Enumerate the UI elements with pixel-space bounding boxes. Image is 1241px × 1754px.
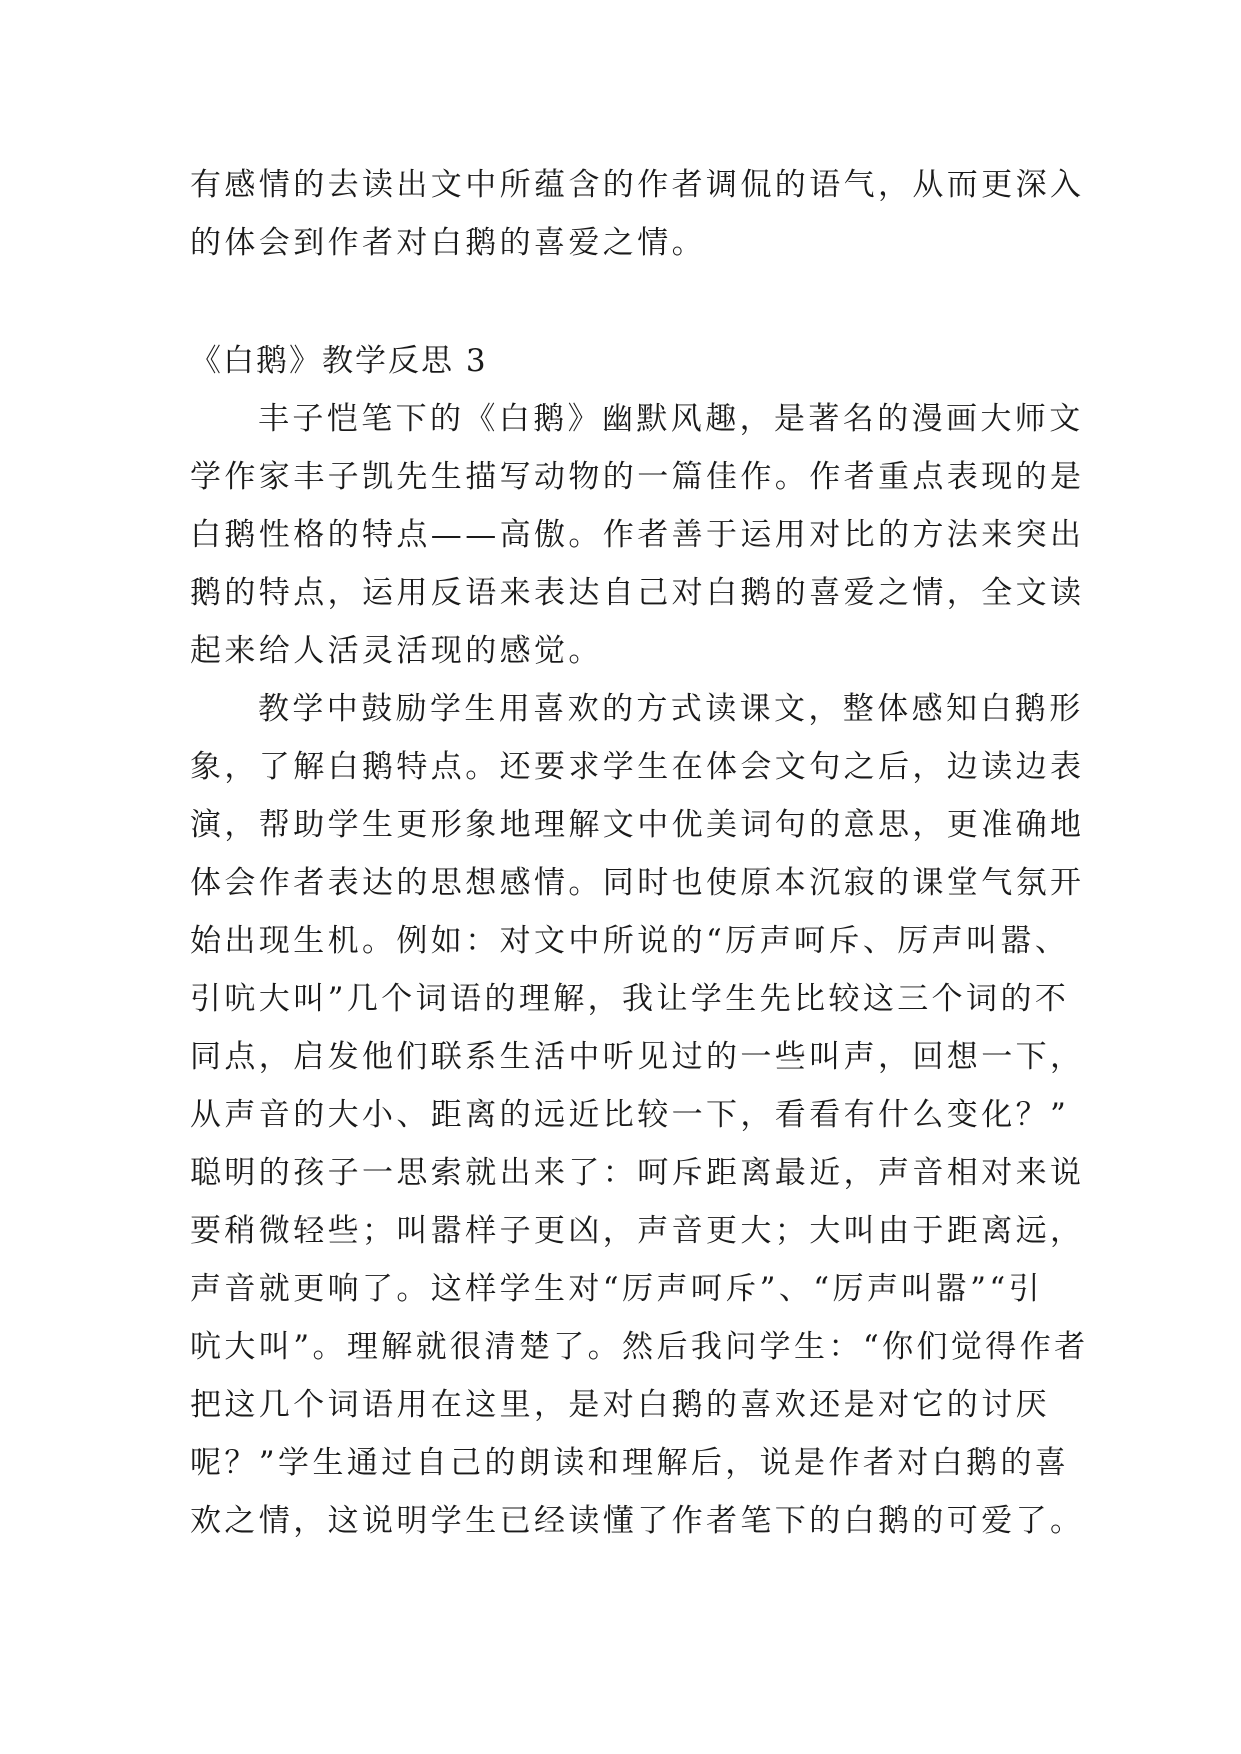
text-line: 聪明的孩子一思索就出来了：呵斥距离最近，声音相对来说 bbox=[190, 1155, 1085, 1191]
text-line: 吭大叫”。理解就很清楚了。然后我问学生：“你们觉得作者 bbox=[190, 1329, 1089, 1365]
text-line: 欢之情，这说明学生已经读懂了作者笔下的白鹅的可爱了。 bbox=[190, 1503, 1085, 1539]
text-line: 起来给人活灵活现的感觉。 bbox=[190, 633, 603, 669]
text-line: 声音就更响了。这样学生对“厉声呵斥”、“厉声叫嚣”“引 bbox=[190, 1271, 1044, 1307]
text-line: 始出现生机。例如：对文中所说的“厉声呵斥、厉声叫嚣、 bbox=[190, 923, 1070, 959]
text-line: 引吭大叫”几个词语的理解，我让学生先比较这三个词的不 bbox=[190, 981, 1070, 1017]
text-line: 把这几个词语用在这里，是对白鹅的喜欢还是对它的讨厌 bbox=[190, 1387, 1050, 1423]
text-line: 从声音的大小、距离的远近比较一下，看看有什么变化？” bbox=[190, 1097, 1070, 1133]
text-line: 丰子恺笔下的《白鹅》幽默风趣，是著名的漫画大师文 bbox=[258, 401, 1084, 437]
text-line: 教学中鼓励学生用喜欢的方式读课文，整体感知白鹅形 bbox=[258, 691, 1084, 727]
text-line: 同点，启发他们联系生活中听见过的一些叫声，回想一下， bbox=[190, 1039, 1085, 1075]
text-line: 象，了解白鹅特点。还要求学生在体会文句之后，边读边表 bbox=[190, 749, 1085, 785]
paragraph-1 bbox=[190, 390, 1085, 680]
text-line: 要稍微轻些；叫嚣样子更凶，声音更大；大叫由于距离远， bbox=[190, 1213, 1085, 1249]
section-heading bbox=[190, 332, 1070, 390]
text-line: 体会作者表达的思想感情。同时也使原本沉寂的课堂气氛开 bbox=[190, 865, 1085, 901]
text-line: 学作家丰子凯先生描写动物的一篇佳作。作者重点表现的是 bbox=[190, 459, 1085, 495]
text-line: 演，帮助学生更形象地理解文中优美词句的意思，更准确地 bbox=[190, 807, 1085, 843]
text-line: 鹅的特点，运用反语来表达自己对白鹅的喜爱之情，全文读 bbox=[190, 575, 1085, 611]
text-line: 白鹅性格的特点——高傲。作者善于运用对比的方法来突出 bbox=[190, 517, 1085, 553]
intro-paragraph bbox=[190, 156, 1085, 272]
text-line: 的体会到作者对白鹅的喜爱之情。 bbox=[190, 225, 706, 261]
text-line: 呢？”学生通过自己的朗读和理解后，说是作者对白鹅的喜 bbox=[190, 1445, 1070, 1481]
paragraph-2 bbox=[190, 680, 1089, 1550]
text-line: 有感情的去读出文中所蕴含的作者调侃的语气，从而更深入 bbox=[190, 167, 1085, 203]
section-heading-text: 《白鹅》教学反思 3 bbox=[190, 343, 488, 379]
